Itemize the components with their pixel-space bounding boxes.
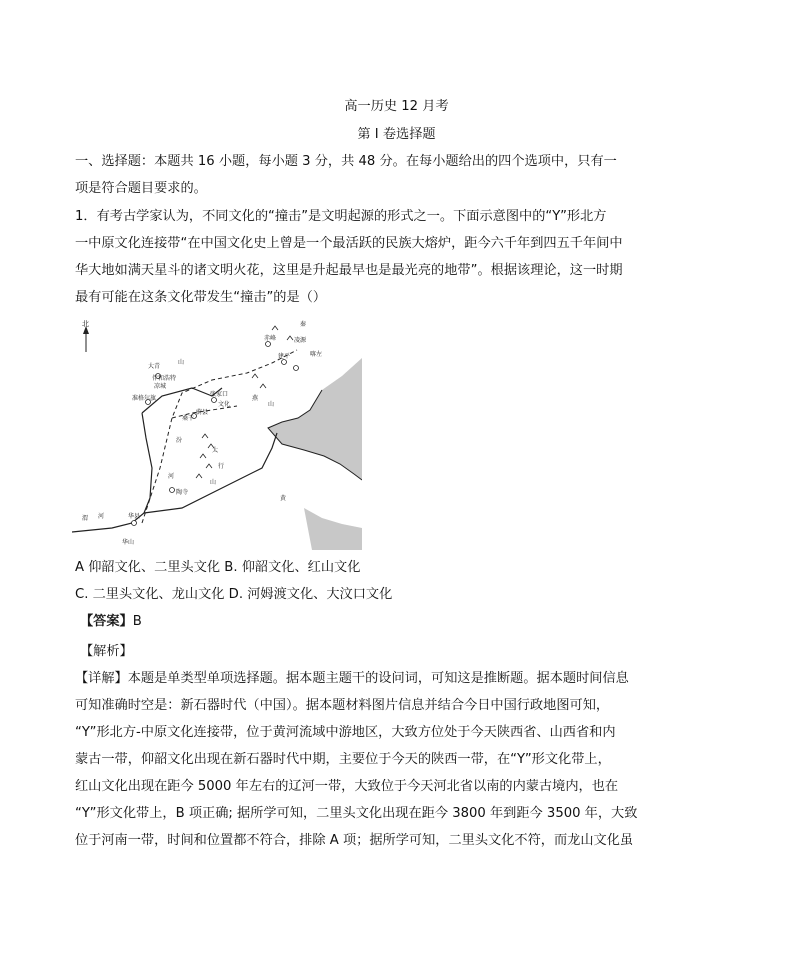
question-line-4: 最有可能在这条文化带发生“撞击”的是（）	[75, 290, 327, 305]
label-wenhua: 文化	[218, 401, 231, 408]
label-he: 河	[168, 473, 175, 480]
label-kazuo: 喀左	[310, 351, 323, 358]
analysis-line-1: 【详解】本题是单类型单项选择题。据本题主题干的设问词，可知这是推断题。据本题时间信息	[75, 671, 629, 686]
question-line-2: 一中原文化连接带“在中国文化史上曾是一个最活跃的民族大熔炉，距今六千年到四五千年间中	[75, 236, 623, 251]
analysis-line-5: 红山文化出现在距今 5000 年左右的辽河一带，大致位于今天河北省以南的内蒙古境内，也在	[75, 779, 619, 794]
label-zhangjiakou: 张家口	[210, 391, 229, 398]
label-shan: 山	[178, 359, 185, 366]
answer-line	[80, 613, 142, 631]
analysis-line-3: “Y”形北方-中原文化连接带，位于黄河流域中游地区，大致方位处于今天陕西省、山西省和内	[75, 725, 616, 740]
label-tai: 太	[212, 447, 219, 454]
label-chifeng: 赤峰	[264, 335, 277, 342]
analysis-label: 【解析】	[80, 644, 133, 659]
label-jianping: 建平	[278, 353, 291, 360]
answer-value: B	[132, 614, 142, 629]
label-yuxian: 蔚县	[196, 409, 209, 416]
options-row-2: C. 二里头文化、龙山文化 D. 河姆渡文化、大汶口文化	[75, 587, 393, 602]
label-dashan: 大青	[148, 363, 161, 370]
label-huang: 黄	[280, 495, 287, 502]
answer-label: 【答案】	[80, 614, 133, 629]
sea-area-south	[304, 508, 362, 550]
label-fen: 汾	[176, 437, 183, 444]
analysis-line-7: 位于河南一带，时间和位置都不符合，排除 A 项；据所学可知，二里头文化不符，而龙山文化虽	[75, 833, 634, 848]
intro-line-2: 项是符合题目要求的。	[75, 181, 207, 196]
north-label: 北	[82, 320, 89, 328]
intro-line-1: 一、选择题：本题共 16 小题，每小题 3 分，共 48 分。在每小题给出的四个选项中，只有一	[75, 154, 617, 169]
label-sanggan: 桑干	[182, 415, 195, 422]
sea-area	[268, 358, 362, 480]
label-hang: 行	[218, 463, 225, 470]
analysis-line-6: “Y”形文化带上，B 项正确; 据所学可知，二里头文化出现在距今 3800 年到距今 3500 年，大致	[75, 806, 638, 821]
analysis-line-2: 可知准确时空是：新石器时代（中国）。据本题材料图片信息并结合今日中国行政地图可知，	[75, 698, 610, 713]
label-shan3: 山	[210, 479, 217, 486]
question-line-3: 华大地如满天星斗的诸文明火花，这里是升起最早也是最光亮的地带”。根据该理论，这一时期	[75, 263, 623, 278]
analysis-line-4: 蒙古一带，仰韶文化出现在新石器时代中期，主要位于今天的陕西一带，在“Y”形文化带上，	[75, 752, 611, 767]
mountain-marks	[196, 326, 293, 478]
label-taosi: 陶寺	[176, 489, 189, 496]
label-wei: 渭	[82, 515, 89, 522]
culture-belt-map	[72, 318, 362, 550]
label-wanli: 秦	[300, 321, 307, 328]
options-row-1: A 仰韶文化、二里头文化 B. 仰韶文化、红山文化	[75, 560, 361, 575]
label-lingyuan: 凌源	[294, 337, 307, 344]
page-title: 高一历史 12 月考	[344, 99, 449, 114]
label-huashan: 华山	[122, 539, 135, 546]
label-liangcheng: 凉城	[154, 383, 167, 390]
label-yanshan: 燕	[252, 395, 259, 402]
label-huayin: 华县	[128, 513, 141, 520]
question-line-1: 1．有考古学家认为，不同文化的“撞击”是文明起源的形式之一。下面示意图中的“Y”形北方	[75, 209, 607, 224]
section-title: 第 I 卷选择题	[357, 127, 436, 142]
label-shan2: 山	[268, 401, 275, 408]
label-he2: 河	[98, 513, 105, 520]
label-zhungeer: 准格尔旗	[132, 395, 157, 402]
label-baotou: 伴和浩特	[152, 375, 177, 382]
